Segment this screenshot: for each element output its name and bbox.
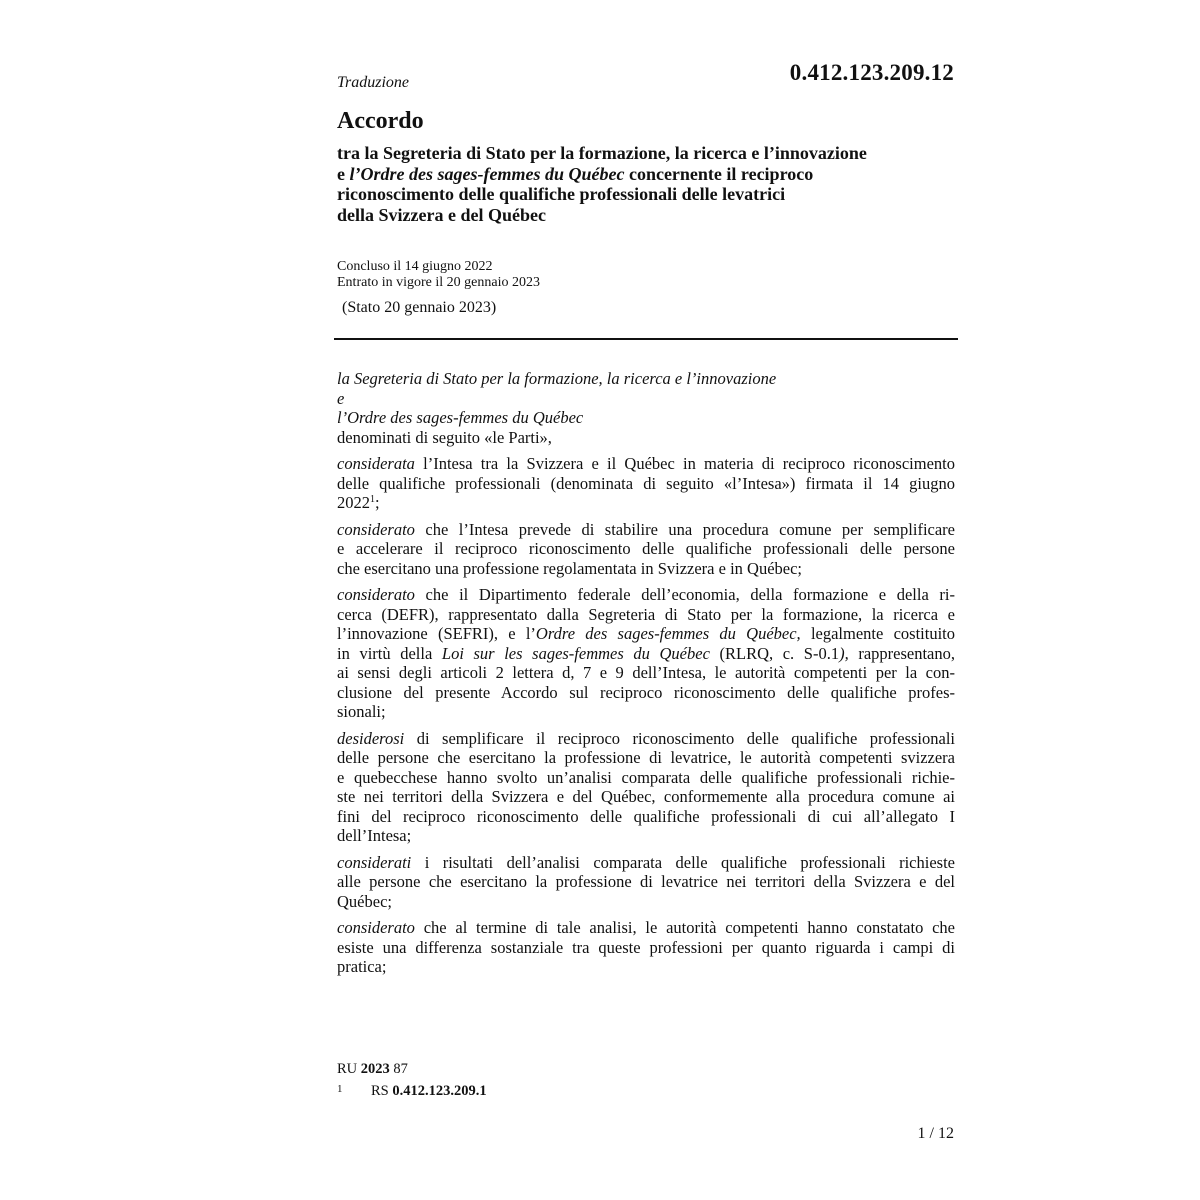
- party-2: l’Ordre des sages-femmes du Québec: [337, 408, 584, 427]
- recital-paragraph: considerati i risultati dell’analisi comparata delle qualifiche professionali richieste alle persone che esercitano la professione di levatrice nei territori della Svizzera e del Québec;: [337, 852, 955, 911]
- header-divider: [334, 338, 958, 340]
- document-dates: [337, 259, 540, 290]
- page-indicator: 1 / 12: [917, 1125, 954, 1142]
- subtitle-line: e l’Ordre des sages-femmes du Québec concernente il reciproco: [337, 163, 814, 184]
- recital-paragraph: considerata l’Intesa tra la Svizzera e il Québec in materia di reciproco riconoscimento delle qualifiche professionali (denominata di seguito «l’Intesa») firmata il 14 giugno 2022$^1$;: [337, 454, 955, 512]
- recital-paragraph: considerato che al termine di tale analisi, le autorità competenti hanno constatato che esiste una differenza sostanziale tra queste professioni per quanto riguarda i campi di pratica;: [337, 918, 955, 976]
- subtitle-line: della Svizzera e del Québec: [337, 204, 546, 225]
- preamble: [337, 369, 955, 977]
- party-conjunction: e: [337, 388, 345, 408]
- footnote-ref[interactable]: 1: [370, 494, 375, 505]
- footnote-link[interactable]: 0.412.123.209.1: [392, 1083, 487, 1099]
- recital-paragraph: considerato che il Dipartimento federale dell’economia, della formazione e della ri- cerca (DEFR), rappresentato dalla Segreteria di Stato per la formazione, la ricerca e l’innovazione (SEFRI), e l’Ordre des sages-femmes du Québec, legalmente costituito in virtù della Loi sur les sages-femmes du Québec (RLRQ, c. S-0.1), rappresentano, ai sensi degli articoli 2 lettera d, 7 e 9 dell’Intesa, le autorità competenti per la con- clusione del presente Accordo sul reciproco riconoscimento delle qualifiche profes- sionali;: [337, 585, 955, 721]
- in-force-date: Entrato in vigore il 20 gennaio 2023: [337, 274, 540, 290]
- page-footer: [337, 1059, 487, 1101]
- document-subtitle: [337, 143, 977, 225]
- party-1: la Segreteria di Stato per la formazione, la ricerca e l’innovazione: [337, 369, 777, 388]
- recital-paragraph: desiderosi di semplificare il reciproco riconoscimento delle qualifiche professionali delle persone che esercitano la professione di levatrice, le autorità competenti svizzera e quebecchese hanno svolto un’analisi comparata delle qualifiche professionali richie- ste nei territori della Svizzera e del Québec, conformemente alla procedura comune ai fini del reciproco riconoscimento delle qualifiche professionali di cui all’allegato I dell’Intesa;: [337, 728, 955, 845]
- parties-denomination: denominati di seguito «le Parti»,: [337, 427, 552, 447]
- translation-label: Traduzione: [337, 74, 410, 91]
- sr-number: 0.412.123.209.12: [789, 60, 954, 85]
- document-title: Accordo: [337, 108, 424, 134]
- ru-reference: RU 2023 87: [337, 1061, 408, 1077]
- concluded-date: Concluso il 14 giugno 2022: [337, 259, 493, 274]
- subtitle-line: riconoscimento delle qualifiche professionali delle levatrici: [337, 184, 786, 204]
- recital-paragraph: considerato che l’Intesa prevede di stabilire una procedura comune per semplificare e accelerare il reciproco riconoscimento delle qualifiche professionali delle persone che esercitano una professione regolamentata in Svizzera e in Québec;: [337, 519, 955, 578]
- footnote-number: 1: [337, 1083, 343, 1095]
- state-date: (Stato 20 gennaio 2023): [342, 299, 497, 316]
- subtitle-line: tra la Segreteria di Stato per la formazione, la ricerca e l’innovazione: [337, 143, 867, 163]
- footnote: 1 RS 0.412.123.209.1: [337, 1079, 487, 1101]
